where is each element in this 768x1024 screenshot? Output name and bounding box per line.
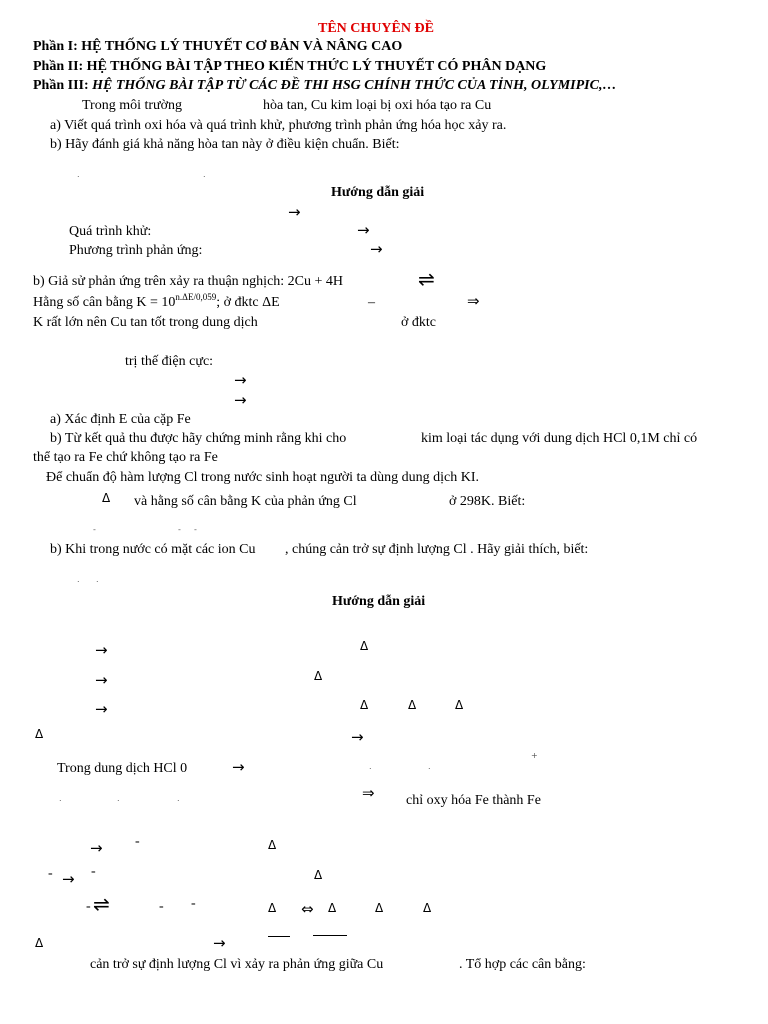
arrow-icon: → [213,934,226,952]
problem-2-question-b-2: kim loại tác dụng với dung dịch HCl 0,1M chỉ có [421,431,698,446]
dot-mark: . [117,794,120,803]
dot-mark: . [177,794,180,803]
oxidation-fe-line: chỉ oxy hóa Fe thành Fe [406,793,541,808]
electrode-potential-label: trị thế điện cực: [125,354,214,369]
minus-sign: - [159,899,164,914]
minus-sign: – [368,295,375,310]
hcl-solution-line: Trong dung dịch HCl 0 [57,761,188,776]
guide-heading-2: Hướng dẫn giải [332,594,426,609]
minus-sign: - [86,899,91,914]
implies-icon: ⇒ [362,784,375,802]
arrow-icon: → [370,240,383,258]
dot-mark: - [194,525,197,534]
minus-sign: - [91,864,96,879]
problem-3-intro: Để chuẩn độ hàm lượng Cl trong nước sinh hoạt người ta dùng dung dịch KI. [46,470,480,485]
delta-icon: Δ [360,639,369,653]
delta-icon: Δ [268,901,277,915]
part-b-line-3-end: ở đktc [401,315,437,330]
part-3-heading [33,78,616,94]
standard-condition-text: ; ở đktc ΔE [216,295,280,310]
arrow-icon: → [95,671,108,689]
problem-2-question-b-3: thể tạo ra Fe chứ không tạo ra Fe [33,450,218,465]
implies-icon: ⇒ [467,292,480,310]
arrow-icon: → [351,728,364,746]
dot-mark: . [203,170,206,179]
delta-icon: Δ [268,838,277,852]
dot-mark: . [96,575,99,584]
part-3-text: HỆ THỐNG BÀI TẬP TỪ CÁC ĐỀ THI HSG CHÍNH THỨC CỦA TỈNH, OLYMIPIC,… [92,78,617,93]
reduction-label: Quá trình khử: [69,224,152,239]
delta-icon: Δ [102,491,111,505]
reaction-label: Phương trình phản ứng: [69,243,203,258]
problem-1-intro-a: Trong môi trường [82,98,183,113]
fraction-bar [268,936,290,937]
problem-3-question-b-2: , chúng cản trở sự định lượng Cl . Hãy giải thích, biết: [285,542,589,557]
arrow-icon: → [90,839,103,857]
arrow-icon: → [234,391,247,409]
part-b-line-1: b) Giả sử phản ứng trên xảy ra thuận nghịch: 2Cu + 4H [33,274,344,289]
arrow-icon: → [234,371,247,389]
part-1-heading: Phần I: HỆ THỐNG LÝ THUYẾT CƠ BẢN VÀ NÂNG CAO [33,39,403,54]
doc-title: TÊN CHUYÊN ĐỀ [318,21,434,36]
part-3-prefix: Phần III: [33,78,89,93]
problem-1-question-a: a) Viết quá trình oxi hóa và quá trình khử, phương trình phản ứng hóa học xảy ra. [50,118,507,133]
problem-3-question-a-end: ở 298K. Biết: [449,494,526,509]
equilibrium-constant-text: Hằng số cân bằng K = 10 [33,295,176,310]
final-line-2: . Tổ hợp các cân bằng: [459,957,586,972]
final-line-1: cản trở sự định lượng Cl vì xảy ra phản ứng giữa Cu [90,957,384,972]
problem-2-question-b-1: b) Từ kết quả thu được hãy chứng minh rằng khi cho [50,431,347,446]
delta-icon: Δ [408,698,417,712]
delta-icon: Δ [314,669,323,683]
delta-icon: Δ [35,727,44,741]
dot-mark: . [59,794,62,803]
fraction-bar [313,935,347,936]
iff-icon: ⇔ [301,900,314,918]
exponent: n.ΔE/0,059 [175,292,217,302]
delta-icon: Δ [328,901,337,915]
dot-mark: . [77,170,80,179]
dot-mark: - [93,525,96,534]
delta-icon: Δ [360,698,369,712]
equilibrium-icon: ⇌ [418,267,435,291]
delta-icon: Δ [314,868,323,882]
problem-3-question-a: và hằng số cân bằng K của phản ứng Cl [134,494,357,509]
arrow-icon: → [357,221,370,239]
part-b-line-3: K rất lớn nên Cu tan tốt trong dung dịch [33,315,258,330]
part-b-line-2 [33,292,280,311]
problem-2-question-a: a) Xác định E của cặp Fe [50,412,191,427]
arrow-icon: → [62,870,75,888]
equilibrium-icon: ⇌ [93,892,110,916]
problem-1-question-b: b) Hãy đánh giá khả năng hòa tan này ở điều kiện chuẩn. Biết: [50,137,400,152]
arrow-icon: → [288,203,301,221]
problem-3-question-b-1: b) Khi trong nước có mặt các ion Cu [50,542,256,557]
minus-sign: - [191,896,196,911]
dot-mark: . [369,762,372,771]
arrow-icon: → [95,641,108,659]
minus-sign: - [48,866,53,881]
dot-mark: . [77,575,80,584]
delta-icon: Δ [35,936,44,950]
dot-mark: . [428,762,431,771]
arrow-icon: → [95,700,108,718]
delta-icon: Δ [375,901,384,915]
minus-sign: - [135,834,140,849]
dot-mark: - [178,525,181,534]
plus-mark: + [531,751,538,760]
problem-1-intro-b: hòa tan, Cu kim loại bị oxi hóa tạo ra Cu [263,98,492,113]
guide-heading-1: Hướng dẫn giải [331,185,425,200]
arrow-icon: → [232,758,245,776]
delta-icon: Δ [455,698,464,712]
part-2-heading: Phần II: HỆ THỐNG BÀI TẬP THEO KIẾN THỨC LÝ THUYẾT CÓ PHÂN DẠNG [33,59,547,74]
delta-icon: Δ [423,901,432,915]
